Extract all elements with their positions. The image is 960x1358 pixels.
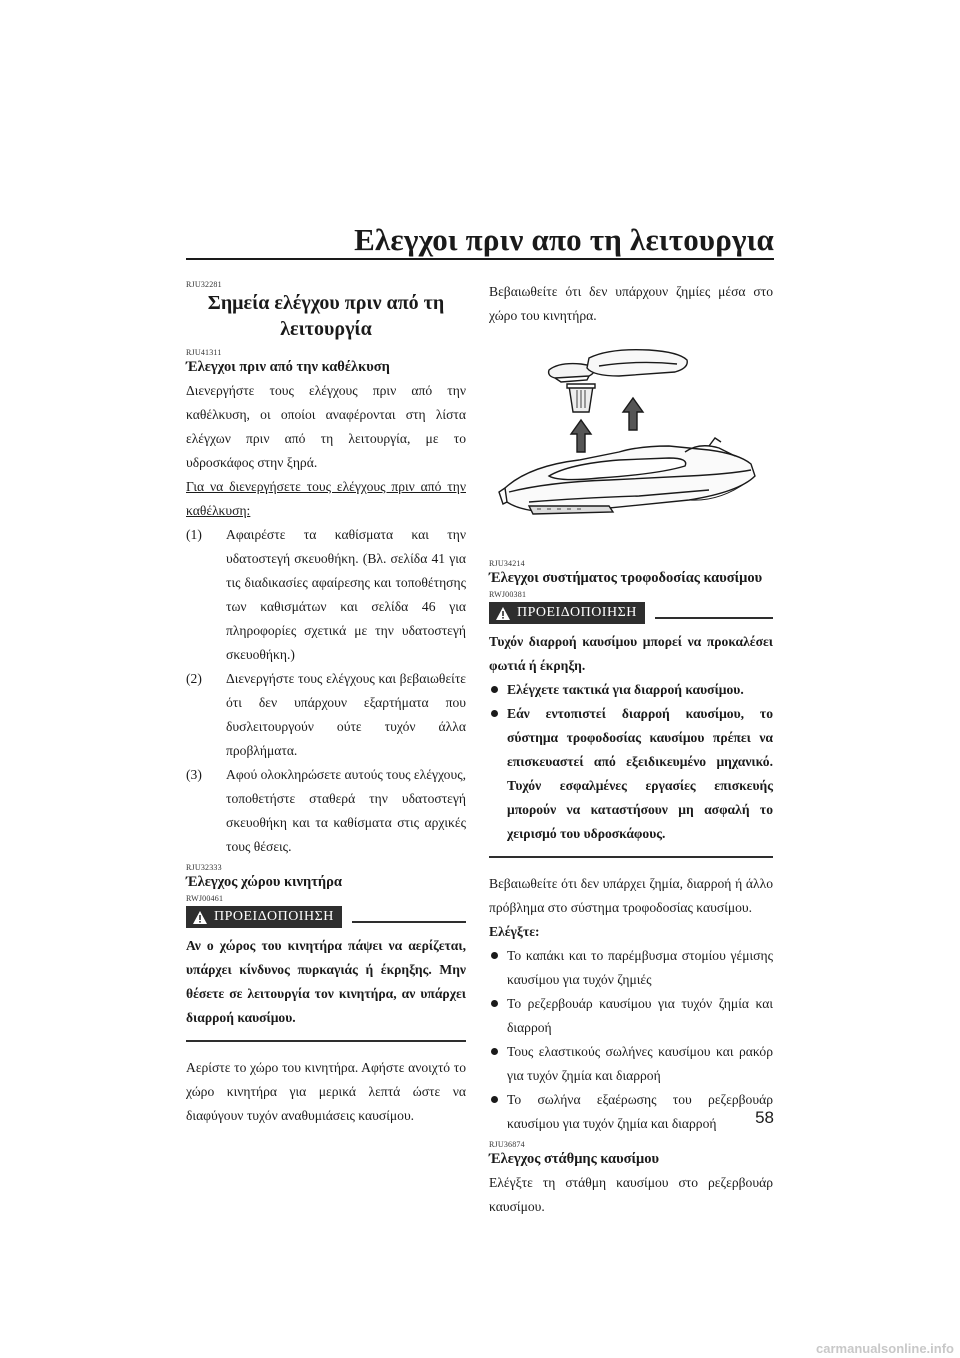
steps-list: [186, 523, 466, 859]
right-column: [489, 280, 773, 1219]
page-number: 58: [755, 1108, 774, 1127]
check-label: Ελέγξτε:: [489, 924, 540, 939]
list-item: [186, 523, 466, 667]
step-text: Αφού ολοκληρώσετε αυτούς τους ελέγχους, τοποθετήστε σταθερά την υδατοστεγή σκευοθήκη και τα καθίσματα στις αρχικές τους θέσεις.: [226, 767, 466, 854]
warning-text: Τυχόν διαρροή καυσίμου μπορεί να προκαλέσει φωτιά ή έκρηξη.: [489, 634, 773, 673]
warning-bullets: [489, 678, 773, 846]
list-item: [186, 763, 466, 859]
warning-rule: [655, 617, 773, 619]
watermark: carmanualsonline.info: [816, 1341, 954, 1356]
warning-badge: [186, 906, 342, 928]
subsection-code: RJU41311: [186, 348, 222, 357]
list-item: Ελέγχετε τακτικά για διαρροή καυσίμου.: [489, 678, 773, 702]
list-item: Το καπάκι και το παρέμβυσμα στομίου γέμισης καυσίμου για τυχόν ζημιές: [489, 944, 773, 992]
subsection-title-fuel-system: Έλεγχοι συστήματος τροφοδοσίας καυσίμου: [489, 570, 763, 586]
warning-header: [186, 906, 466, 928]
list-item: Το σωλήνα εξαέρωσης του ρεζερβουάρ καυσίμου για τυχόν ζημία και διαρροή: [489, 1088, 773, 1136]
list-item: [186, 667, 466, 763]
warning-body: [489, 630, 773, 846]
warning-body: [186, 934, 466, 1030]
warning-code: RWJ00381: [489, 590, 527, 599]
list-item: Τους ελαστικούς σωλήνες καυσίμου και ρακόρ για τυχόν ζημία και διαρροή: [489, 1040, 773, 1088]
warning-label: ΠΡΟΕΙΔΟΠΟΙΗΣΗ: [517, 605, 637, 620]
check-list: [489, 944, 773, 1136]
paragraph-fuel-system: Βεβαιωθείτε ότι δεν υπάρχει ζημία, διαρροή ή άλλο πρόβλημα στο σύστημα τροφοδοσίας καυσίμου.: [489, 876, 773, 915]
step-number: (1): [186, 527, 202, 542]
subsection-code: RJU36874: [489, 1140, 525, 1149]
page-header-title: Ελεγχοι πριν απο τη λειτουργια: [354, 222, 774, 257]
subsection-code: RJU34214: [489, 559, 525, 568]
warning-code: RWJ00461: [186, 894, 224, 903]
warning-rule: [352, 921, 466, 923]
section-title: Σημεία ελέγχου πριν από τη λειτουργία: [207, 292, 445, 340]
warning-header: [489, 602, 773, 624]
list-item: Εάν εντοπιστεί διαρροή καυσίμου, το σύστημα τροφοδοσίας καυσίμου πρέπει να επισκευαστεί από εξειδικευμένο μηχανικό. Τυχόν εσφαλμένες εργασίες επισκευής μπορούν να καταστήσουν μη ασφαλή το χειρισμό του υδροσκάφους.: [489, 702, 773, 846]
header-rule: [186, 258, 774, 260]
warning-triangle-icon: [495, 606, 511, 621]
subsection-title-engine: Έλεγχος χώρου κινητήρα: [186, 874, 343, 890]
warning-triangle-icon: [192, 910, 208, 925]
step-number: (3): [186, 767, 202, 782]
section-code: RJU32281: [186, 280, 222, 289]
warning-label: ΠΡΟΕΙΔΟΠΟΙΗΣΗ: [214, 909, 334, 924]
warning-end-rule: [186, 1040, 466, 1042]
paragraph-launch-underlined: Για να διενεργήσετε τους ελέγχους πριν από την καθέλκυση:: [186, 479, 466, 518]
subsection-title-fuel-level: Έλεγχος στάθμης καυσίμου: [489, 1151, 660, 1167]
watercraft-illustration: [489, 342, 773, 542]
paragraph-launch: Διενεργήστε τους ελέγχους πριν από την καθέλκυση, οι οποίοι αναφέρονται στη λίστα ελέγχων πριν από τη λειτουργία, με το υδροσκάφος στην ξηρά.: [186, 383, 466, 470]
paragraph-fuel-level: Ελέγξτε τη στάθμη καυσίμου στο ρεζερβουάρ καυσίμου.: [489, 1175, 773, 1214]
step-text: Αφαιρέστε τα καθίσματα και την υδατοστεγή σκευοθήκη. (Βλ. σελίδα 41 για τις διαδικασίες αφαίρεσης και τοποθέτησης των καθισμάτων και σελίδα 46 για πληροφορίες σχετικά με την υδατοστεγή σκευοθήκη.): [226, 527, 466, 662]
paragraph-engine-check: Βεβαιωθείτε ότι δεν υπάρχουν ζημίες μέσα στο χώρο του κινητήρα.: [489, 284, 773, 323]
list-item: Το ρεζερβουάρ καυσίμου για τυχόν ζημία και διαρροή: [489, 992, 773, 1040]
left-column: [186, 280, 466, 1128]
paragraph-engine: Αερίστε το χώρο του κινητήρα. Αφήστε ανοιχτό το χώρο κινητήρα για μερικά λεπτά ώστε να διαφύγουν τυχόν αναθυμιάσεις καυσίμου.: [186, 1060, 466, 1123]
step-number: (2): [186, 671, 202, 686]
subsection-title-launch: Έλεγχοι πριν από την καθέλκυση: [186, 359, 390, 375]
warning-end-rule: [489, 856, 773, 858]
step-text: Διενεργήστε τους ελέγχους και βεβαιωθείτε ότι δεν υπάρχουν εξαρτήματα που δυσλειτουργούν ούτε τυχόν άλλα προβλήματα.: [226, 671, 466, 758]
warning-badge: [489, 602, 645, 624]
warning-text: Αν ο χώρος του κινητήρα πάψει να αερίζεται, υπάρχει κίνδυνος πυρκαγιάς ή έκρηξης. Μην θέσετε σε λειτουργία τον κινητήρα, αν υπάρχει διαρροή καυσίμου.: [186, 938, 466, 1025]
subsection-code: RJU32333: [186, 863, 222, 872]
